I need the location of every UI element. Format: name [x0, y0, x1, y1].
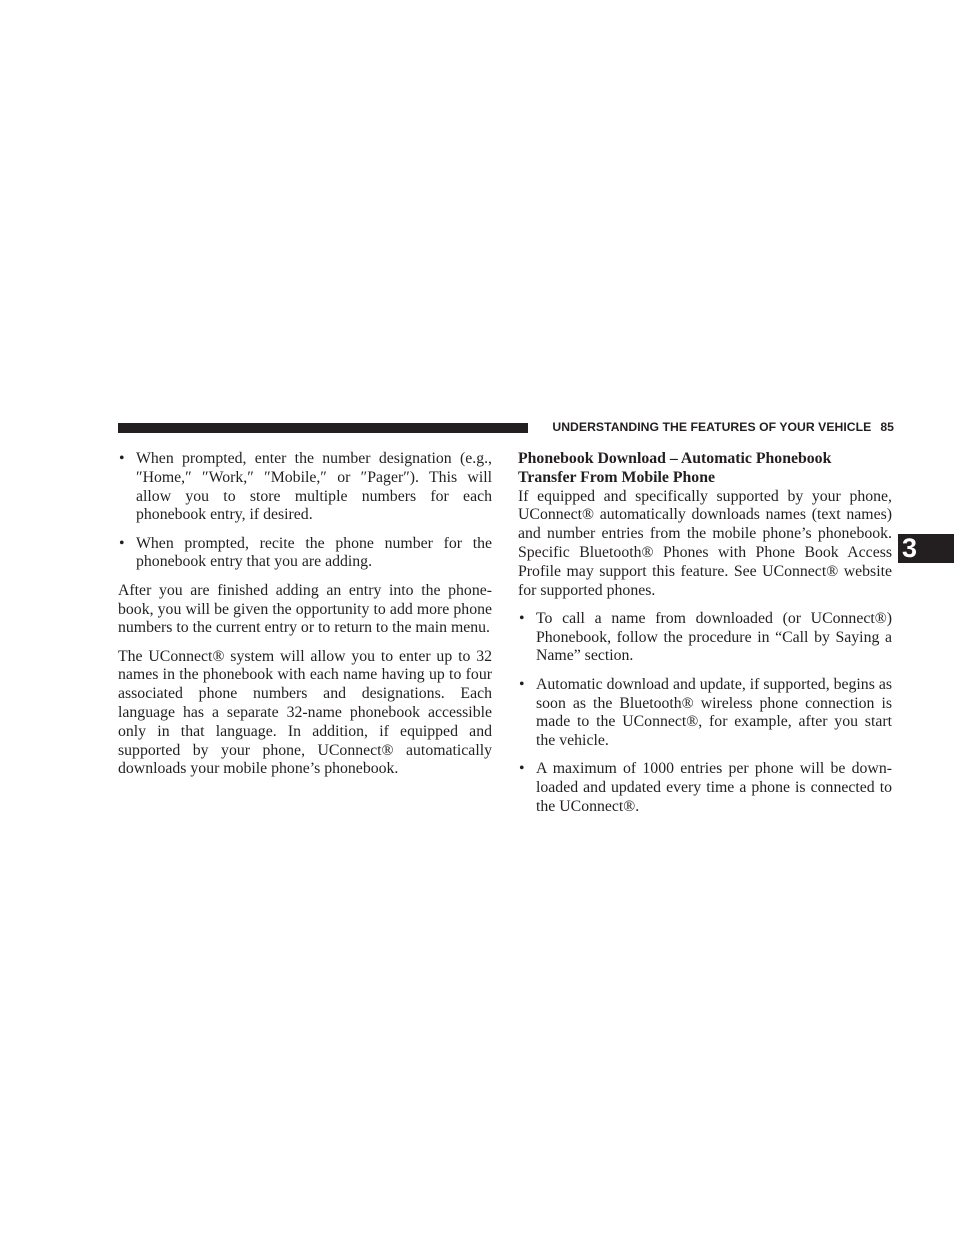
- section-heading: Phonebook Download – Automatic Phonebook Transfer From Mobile Phone: [518, 450, 832, 486]
- left-bullet-list: [118, 450, 492, 572]
- intro-paragraph: If equipped and specifically supported by your phone, UConnect® automatically downloads names (text names) and number entries from the mobile phone’s phonebook. Specific Bluetooth® Phones with Phone Book Access Profile may support this feature. See UConnect® website for supported phones.: [518, 487, 892, 599]
- list-item-text: To call a name from downloaded (or UConnect®) Phonebook, follow the procedure in “Call by Saying a Name” section.: [536, 609, 892, 665]
- left-column: [118, 450, 492, 789]
- bullet-icon: •: [519, 675, 525, 693]
- header-rule: [118, 423, 528, 433]
- header-text: [552, 420, 894, 434]
- bullet-icon: •: [519, 609, 525, 627]
- section-title: UNDERSTANDING THE FEATURES OF YOUR VEHICLE: [552, 420, 872, 434]
- list-item: [118, 450, 492, 525]
- page-number: 85: [880, 420, 894, 434]
- page-header: [118, 418, 894, 438]
- right-bullet-list: [518, 610, 892, 817]
- right-column: [518, 450, 892, 826]
- bullet-icon: •: [119, 534, 125, 552]
- list-item-text: Automatic download and update, if supported, begins as soon as the Bluetooth® wireless phone connection is made to the UConnect®, for example, after you start the vehicle.: [536, 675, 892, 750]
- bullet-icon: •: [119, 450, 125, 467]
- list-item: [518, 610, 892, 666]
- list-item: [518, 760, 892, 816]
- list-item: [118, 535, 492, 573]
- list-item-text: When prompted, enter the number designation (e.g., ″Home,″ ″Work,″ ″Mobile,″ or ″Pager″). This will allow you to store multiple numbers for each phonebook entry, if desired.: [136, 450, 492, 524]
- list-item-text: A maximum of 1000 entries per phone will be down- loaded and updated every time a phone is connected to the UConnect®.: [536, 760, 892, 816]
- chapter-tab: 3: [898, 534, 954, 563]
- bullet-icon: •: [519, 760, 525, 778]
- list-item-text: When prompted, recite the phone number for the phonebook entry that you are adding.: [136, 534, 492, 571]
- body-paragraph: After you are finished adding an entry into the phone- book, you will be given the opportunity to add more phone numbers to the current entry or to return to the main menu.: [118, 581, 492, 637]
- body-paragraph: The UConnect® system will allow you to enter up to 32 names in the phonebook with each name having up to four associated phone numbers and designations. Each language has a separate 32-name phonebook accessible only in that language. In addition, if equipped and supported by your phone, UConnect® automatically downloads your mobile phone’s phonebook.: [118, 647, 492, 778]
- list-item: [518, 676, 892, 751]
